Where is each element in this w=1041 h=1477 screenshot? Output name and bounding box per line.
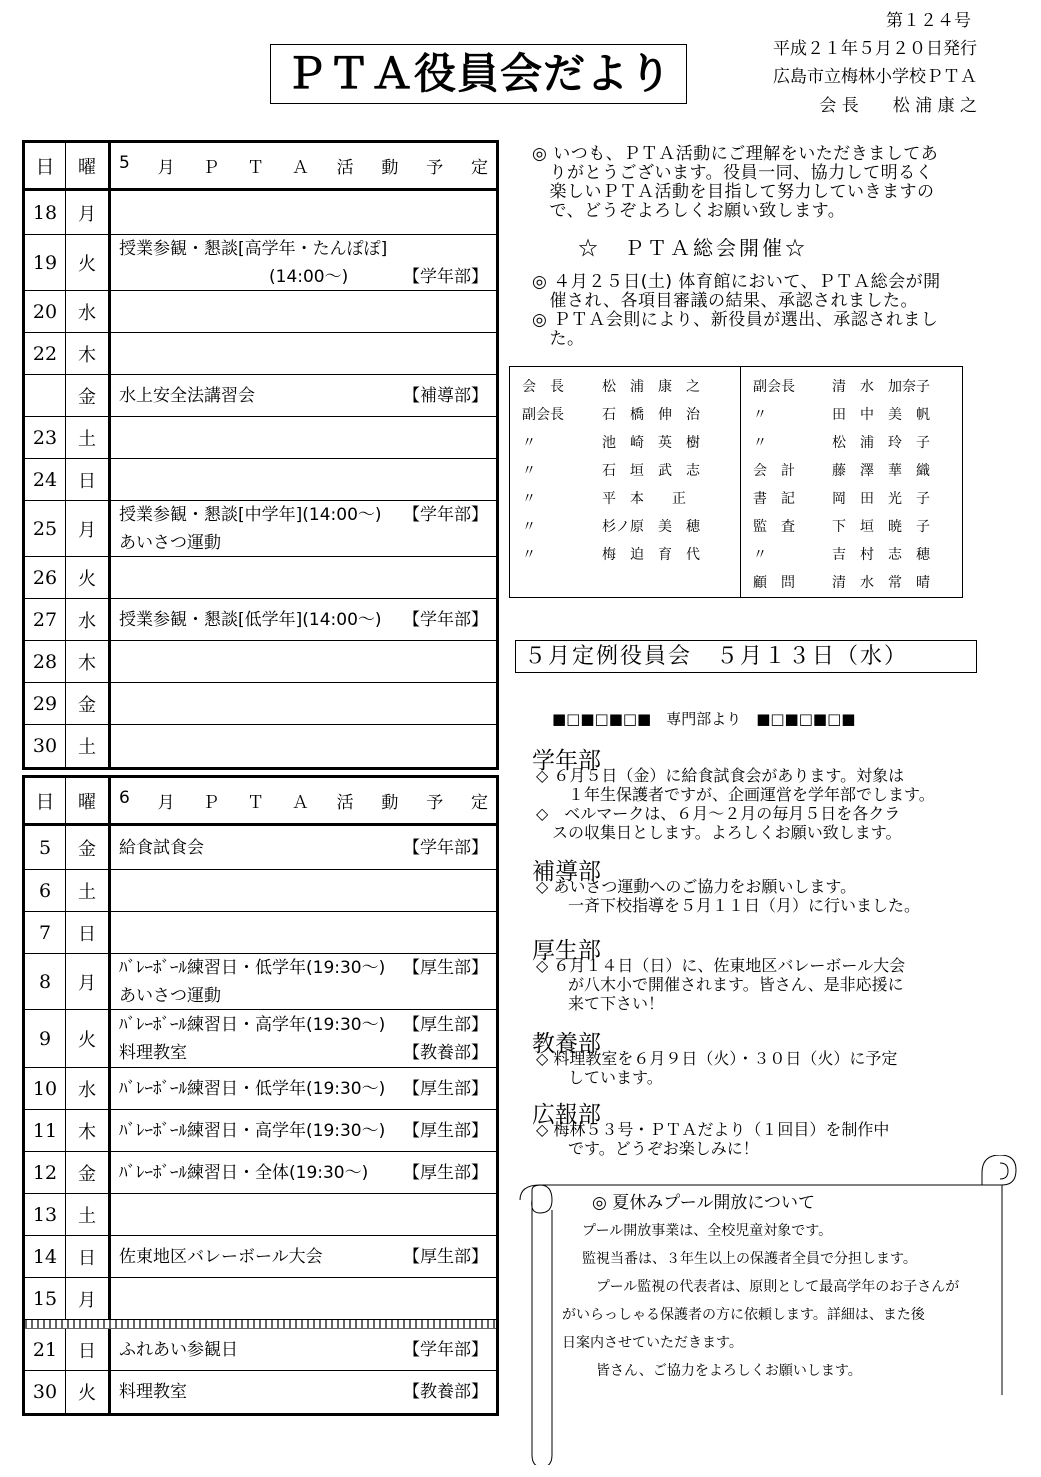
officer-cell: 下 垣 暁 子	[832, 519, 930, 535]
pool-line: プール開放事業は、全校児童対象です。	[582, 1223, 833, 1239]
row-day	[25, 375, 66, 416]
row-weekday: 木	[66, 1110, 111, 1151]
header-char: 定	[470, 793, 488, 813]
dept-body	[536, 766, 986, 842]
wavy-separator	[25, 1320, 496, 1329]
newsletter-title: ＰＴＡ役員会だより	[270, 44, 687, 104]
dept-line: ◇ ６月５日（金）に給食試食会があります。対象は	[536, 766, 905, 785]
dept-line: スの収集日とします。よろしくお願い致します。	[536, 823, 902, 842]
event-text: ﾊﾞﾚｰﾎﾞｰﾙ練習日・高学年(19:30〜)	[119, 1120, 386, 1141]
row-weekday: 日	[66, 459, 111, 500]
departments-header: ■□■□■□■ 専門部より ■□■□■□■	[552, 710, 856, 728]
header-char: 動	[381, 793, 399, 813]
officer-cell: 岡 田 光 子	[832, 491, 930, 507]
event-dept: 【学年部】	[403, 837, 488, 858]
officer-cell: 杉ノ原 美 穂	[602, 519, 700, 535]
row-weekday: 水	[66, 599, 111, 640]
officer-cell: 吉 村 志 穂	[832, 547, 930, 563]
row-weekday: 火	[66, 557, 111, 598]
row-event	[111, 1194, 496, 1235]
row-event	[111, 235, 496, 290]
pool-line: プール監視の代表者は、原則として最高学年のお子さんが	[582, 1279, 960, 1295]
header-char: Ａ	[291, 793, 309, 813]
event-dept: 【補導部】	[403, 385, 488, 406]
row-event	[111, 912, 496, 953]
event-text: 料理教室	[119, 1382, 187, 1402]
intro-line: で、どうぞよろしくお願い致します。	[532, 201, 846, 221]
table-row	[25, 683, 496, 725]
row-event	[111, 191, 496, 234]
row-day: 25	[25, 501, 66, 556]
officer-roles-2	[753, 373, 795, 597]
event-line	[119, 1159, 488, 1187]
row-weekday: 水	[66, 1068, 111, 1109]
header-title	[111, 143, 496, 188]
row-event	[111, 599, 496, 640]
event-dept: 【学年部】	[403, 609, 488, 630]
table-row	[25, 912, 496, 954]
event-dept: 【学年部】	[403, 266, 488, 287]
row-event	[111, 1278, 496, 1319]
dept-name: 厚生部	[532, 938, 601, 964]
header-title-chars	[119, 153, 488, 178]
dept-line: しています。	[536, 1068, 663, 1087]
row-weekday: 土	[66, 1194, 111, 1235]
chairperson: 会 長 松 浦 康 之	[819, 96, 977, 116]
row-event	[111, 1329, 496, 1370]
header-char: 月	[157, 158, 175, 178]
pool-line: 皆さん、ご協力をよろしくお願いします。	[582, 1363, 862, 1379]
row-day: 10	[25, 1068, 66, 1109]
header-char: 動	[381, 158, 399, 178]
row-day: 12	[25, 1152, 66, 1193]
table-row	[25, 826, 496, 870]
header-char: 予	[426, 158, 444, 178]
header-day: 日	[25, 778, 66, 823]
event-line	[119, 263, 488, 291]
event-line	[119, 1075, 488, 1103]
event-line	[119, 606, 488, 634]
row-weekday: 月	[66, 501, 111, 556]
table-row	[25, 954, 496, 1010]
dept-line: ◇ ６月１４日（日）に、佐東地区バレーボール大会	[536, 956, 906, 975]
event-dept: 【教養部】	[403, 1042, 488, 1063]
row-event	[111, 1010, 496, 1067]
row-day: 6	[25, 870, 66, 911]
general-meeting-text	[532, 273, 941, 349]
row-event	[111, 725, 496, 767]
row-day: 15	[25, 1278, 66, 1319]
row-weekday: 土	[66, 870, 111, 911]
event-dept: 【厚生部】	[403, 1246, 488, 1267]
table-row	[25, 417, 496, 459]
officer-names-1	[602, 373, 700, 569]
dept-name: 学年部	[532, 748, 601, 774]
header-title-chars	[119, 788, 488, 813]
table-row	[25, 1371, 496, 1413]
row-day: 13	[25, 1194, 66, 1235]
officer-cell: 梅 迫 育 代	[602, 547, 700, 563]
organization: 広島市立梅林小学校ＰＴＡ	[773, 67, 977, 87]
event-line	[119, 501, 488, 529]
row-day: 20	[25, 291, 66, 332]
dept-line: ◇ ベルマークは、６月〜２月の毎月５日を各クラ	[536, 804, 901, 823]
dept-line: １年生保護者ですが、企画運営を学年部でします。	[536, 785, 935, 804]
intro-line: 楽しいＰＴＡ活動を目指して努力していきますの	[532, 182, 935, 202]
officer-cell: 石 橋 伸 治	[602, 407, 700, 423]
row-weekday: 水	[66, 291, 111, 332]
event-line	[119, 1378, 488, 1406]
event-text: ﾊﾞﾚｰﾎﾞｰﾙ練習日・全体(19:30〜)	[119, 1162, 369, 1183]
intro-message	[532, 145, 938, 221]
event-line	[119, 982, 488, 1010]
june-schedule-table	[22, 775, 499, 1416]
event-text: 水上安全法講習会	[119, 385, 255, 406]
dept-line: です。どうぞお楽しみに！	[536, 1139, 759, 1158]
row-day: 28	[25, 641, 66, 682]
table-row	[25, 501, 496, 557]
table-row	[25, 1152, 496, 1194]
row-event	[111, 1236, 496, 1277]
header-weekday: 曜	[66, 143, 111, 188]
event-line	[119, 1039, 488, 1067]
row-weekday: 月	[66, 191, 111, 234]
row-day: 27	[25, 599, 66, 640]
pool-notice-scroll	[512, 1155, 1017, 1465]
event-text: ﾊﾞﾚｰﾎﾞｰﾙ練習日・低学年(19:30〜)	[119, 957, 386, 978]
header-char: 定	[470, 158, 488, 178]
event-text: あいさつ運動	[119, 985, 221, 1006]
row-day: 7	[25, 912, 66, 953]
officer-cell: 清 水 加奈子	[832, 379, 930, 395]
event-text: ふれあい参観日	[119, 1339, 238, 1360]
table-row	[25, 725, 496, 767]
header-char: Ｐ	[202, 158, 220, 178]
officer-cell: 松 浦 康 之	[602, 379, 700, 395]
officer-cell: 副会長	[753, 379, 795, 395]
row-weekday: 火	[66, 1371, 111, 1413]
officer-cell: 監 査	[753, 519, 795, 535]
row-event	[111, 641, 496, 682]
officer-cell: 藤 澤 華 織	[832, 463, 930, 479]
officer-roles-1	[522, 373, 564, 569]
intro-line: りがとうございます。役員一同、協力して明るく	[532, 163, 934, 183]
row-weekday: 木	[66, 333, 111, 374]
officer-cell: 平 本 正	[602, 491, 686, 507]
table-row	[25, 1110, 496, 1152]
event-dept: 【厚生部】	[403, 1078, 488, 1099]
table-row	[25, 1278, 496, 1320]
row-event	[111, 1068, 496, 1109]
header-day: 日	[25, 143, 66, 188]
header-char: Ａ	[291, 158, 309, 178]
table-row	[25, 191, 496, 235]
event-line	[119, 1011, 488, 1039]
officer-cell: 石 垣 武 志	[602, 463, 700, 479]
row-event	[111, 375, 496, 416]
row-day: 8	[25, 954, 66, 1009]
row-event	[111, 417, 496, 458]
dept-line: 一斉下校指導を５月１１日（月）に行いました。	[536, 896, 921, 915]
table-row	[25, 375, 496, 417]
may-schedule-table	[22, 140, 499, 770]
row-event	[111, 557, 496, 598]
officer-cell: 〃	[753, 435, 767, 451]
header-char: 活	[336, 158, 354, 178]
event-text: ﾊﾞﾚｰﾎﾞｰﾙ練習日・高学年(19:30〜)	[119, 1014, 386, 1035]
issue-number: 第１２４号	[886, 11, 971, 31]
officer-cell: 〃	[753, 547, 767, 563]
row-event	[111, 1371, 496, 1413]
row-day: 21	[25, 1329, 66, 1370]
officer-cell: 清 水 常 晴	[832, 575, 930, 591]
pool-line: 日案内させていただきます。	[562, 1335, 743, 1351]
event-line	[119, 382, 488, 410]
table-row	[25, 1329, 496, 1371]
dept-name: 補導部	[532, 859, 601, 885]
event-text: 給食試食会	[119, 837, 204, 858]
header-weekday: 曜	[66, 778, 111, 823]
row-day: 5	[25, 826, 66, 869]
table-row	[25, 1010, 496, 1068]
officer-cell: 池 崎 英 樹	[602, 435, 700, 451]
event-text: 授業参観・懇談[高学年・たんぽぽ]	[119, 238, 388, 259]
row-weekday: 火	[66, 235, 111, 290]
event-text: 授業参観・懇談[低学年](14:00〜)	[119, 609, 382, 630]
table-row	[25, 235, 496, 291]
event-line	[119, 1243, 488, 1271]
event-dept: 【教養部】	[403, 1382, 488, 1402]
header-char: 活	[336, 793, 354, 813]
row-weekday: 土	[66, 417, 111, 458]
general-line: 催され、各項目審議の結果、承認されました。	[532, 291, 919, 311]
regular-meeting-box: ５月定例役員会 ５月１３日（水）	[515, 640, 977, 673]
table-row	[25, 459, 496, 501]
dept-name: 教養部	[532, 1031, 601, 1057]
row-event	[111, 1110, 496, 1151]
general-meeting-title: ☆ ＰＴＡ総会開催☆	[578, 236, 808, 260]
row-weekday: 月	[66, 954, 111, 1009]
row-day: 22	[25, 333, 66, 374]
event-line	[119, 834, 488, 862]
header-char: Ｔ	[247, 793, 265, 813]
row-event	[111, 459, 496, 500]
row-weekday: 金	[66, 683, 111, 724]
general-line: ◎ ４月２５日(土) 体育館において、ＰＴＡ総会が開	[532, 272, 941, 292]
row-day: 18	[25, 191, 66, 234]
event-dept: 【学年部】	[403, 504, 488, 525]
dept-line: ◇ あいさつ運動へのご協力をお願いします。	[536, 877, 857, 896]
event-line	[119, 529, 488, 557]
officer-cell: 〃	[522, 435, 536, 451]
row-weekday: 土	[66, 725, 111, 767]
row-day: 24	[25, 459, 66, 500]
table-row	[25, 1236, 496, 1278]
row-event	[111, 954, 496, 1009]
row-day: 23	[25, 417, 66, 458]
row-weekday: 金	[66, 826, 111, 869]
event-dept: 【厚生部】	[403, 1014, 488, 1035]
row-day: 14	[25, 1236, 66, 1277]
officer-cell: 顧 問	[753, 575, 795, 591]
officer-cell: 書 記	[753, 491, 795, 507]
dept-line: ◇ 梅林５３号・ＰＴＡだより（１回目）を制作中	[536, 1120, 890, 1139]
event-line	[119, 954, 488, 982]
row-event	[111, 333, 496, 374]
table-row	[25, 333, 496, 375]
row-day: 30	[25, 1371, 66, 1413]
officers-table	[509, 366, 963, 598]
header-char: 月	[157, 793, 175, 813]
issue-date: 平成２１年５月２０日発行	[773, 39, 977, 59]
event-text: 佐東地区バレーボール大会	[119, 1246, 323, 1267]
row-day: 19	[25, 235, 66, 290]
row-event	[111, 501, 496, 556]
row-weekday: 金	[66, 375, 111, 416]
pool-line: がいらっしゃる保護者の方に依頼します。詳細は、また後	[562, 1307, 925, 1323]
event-dept: 【厚生部】	[403, 1162, 488, 1183]
table-header-row	[25, 143, 496, 191]
row-day: 11	[25, 1110, 66, 1151]
officer-cell: 〃	[522, 491, 536, 507]
dept-body	[536, 956, 986, 1013]
header-char: 5	[119, 153, 130, 173]
table-row	[25, 599, 496, 641]
intro-line: ◎ いつも、ＰＴＡ活動にご理解をいただきましてあ	[532, 144, 939, 164]
row-weekday: 金	[66, 1152, 111, 1193]
officer-names-2	[832, 373, 930, 597]
table-row	[25, 1068, 496, 1110]
row-weekday: 日	[66, 1329, 111, 1370]
officer-cell: 〃	[753, 407, 767, 423]
row-weekday: 月	[66, 1278, 111, 1319]
officer-cell: 会 長	[522, 379, 564, 395]
officer-cell: 副会長	[522, 407, 564, 423]
officers-divider	[740, 367, 741, 597]
dept-line: ◇ 料理教室を６月９日（火）・３０日（火）に予定	[536, 1049, 898, 1068]
row-weekday: 日	[66, 1236, 111, 1277]
header-char: Ｔ	[247, 158, 265, 178]
officer-cell: 〃	[522, 519, 536, 535]
header-title	[111, 778, 496, 823]
row-day: 30	[25, 725, 66, 767]
event-text: ﾊﾞﾚｰﾎﾞｰﾙ練習日・低学年(19:30〜)	[119, 1078, 386, 1099]
event-dept: 【厚生部】	[403, 1120, 488, 1141]
officer-cell: 会 計	[753, 463, 795, 479]
event-line	[119, 1117, 488, 1145]
event-line	[119, 235, 488, 263]
pool-line: 監視当番は、３年生以上の保護者全員で分担します。	[582, 1251, 917, 1267]
dept-body	[536, 877, 986, 915]
row-day: 9	[25, 1010, 66, 1067]
event-dept: 【厚生部】	[403, 957, 488, 978]
officer-cell: 〃	[522, 463, 536, 479]
table-row	[25, 870, 496, 912]
row-event	[111, 291, 496, 332]
table-header-row	[25, 778, 496, 826]
row-day: 29	[25, 683, 66, 724]
general-line: ◎ ＰＴＡ会則により、新役員が選出、承認されまし	[532, 310, 939, 330]
event-dept: 【学年部】	[403, 1339, 488, 1360]
row-event	[111, 683, 496, 724]
general-line: た。	[532, 329, 585, 349]
row-event	[111, 826, 496, 869]
row-weekday: 木	[66, 641, 111, 682]
officer-cell: 田 中 美 帆	[832, 407, 930, 423]
dept-body	[536, 1120, 986, 1158]
dept-line: が八木小で開催されます。皆さん、是非応援に	[536, 975, 904, 994]
event-time: (14:00〜)	[269, 266, 349, 287]
header-char: 予	[426, 793, 444, 813]
event-line	[119, 1336, 488, 1364]
row-weekday: 日	[66, 912, 111, 953]
event-text: 料理教室	[119, 1042, 187, 1063]
row-day: 26	[25, 557, 66, 598]
table-row	[25, 1194, 496, 1236]
dept-line: 来て下さい！	[536, 994, 665, 1013]
dept-name: 広報部	[532, 1102, 601, 1128]
event-text: あいさつ運動	[119, 532, 221, 553]
header-char: 6	[119, 788, 130, 808]
table-row	[25, 291, 496, 333]
row-weekday: 火	[66, 1010, 111, 1067]
table-row	[25, 557, 496, 599]
event-text: 授業参観・懇談[中学年](14:00〜)	[119, 504, 382, 525]
officer-cell: 〃	[522, 547, 536, 563]
row-event	[111, 1152, 496, 1193]
dept-body	[536, 1049, 986, 1087]
header-char: Ｐ	[202, 793, 220, 813]
row-event	[111, 870, 496, 911]
officer-cell: 松 浦 玲 子	[832, 435, 930, 451]
pool-title: ◎ 夏休みプール開放について	[592, 1193, 816, 1213]
table-row	[25, 641, 496, 683]
